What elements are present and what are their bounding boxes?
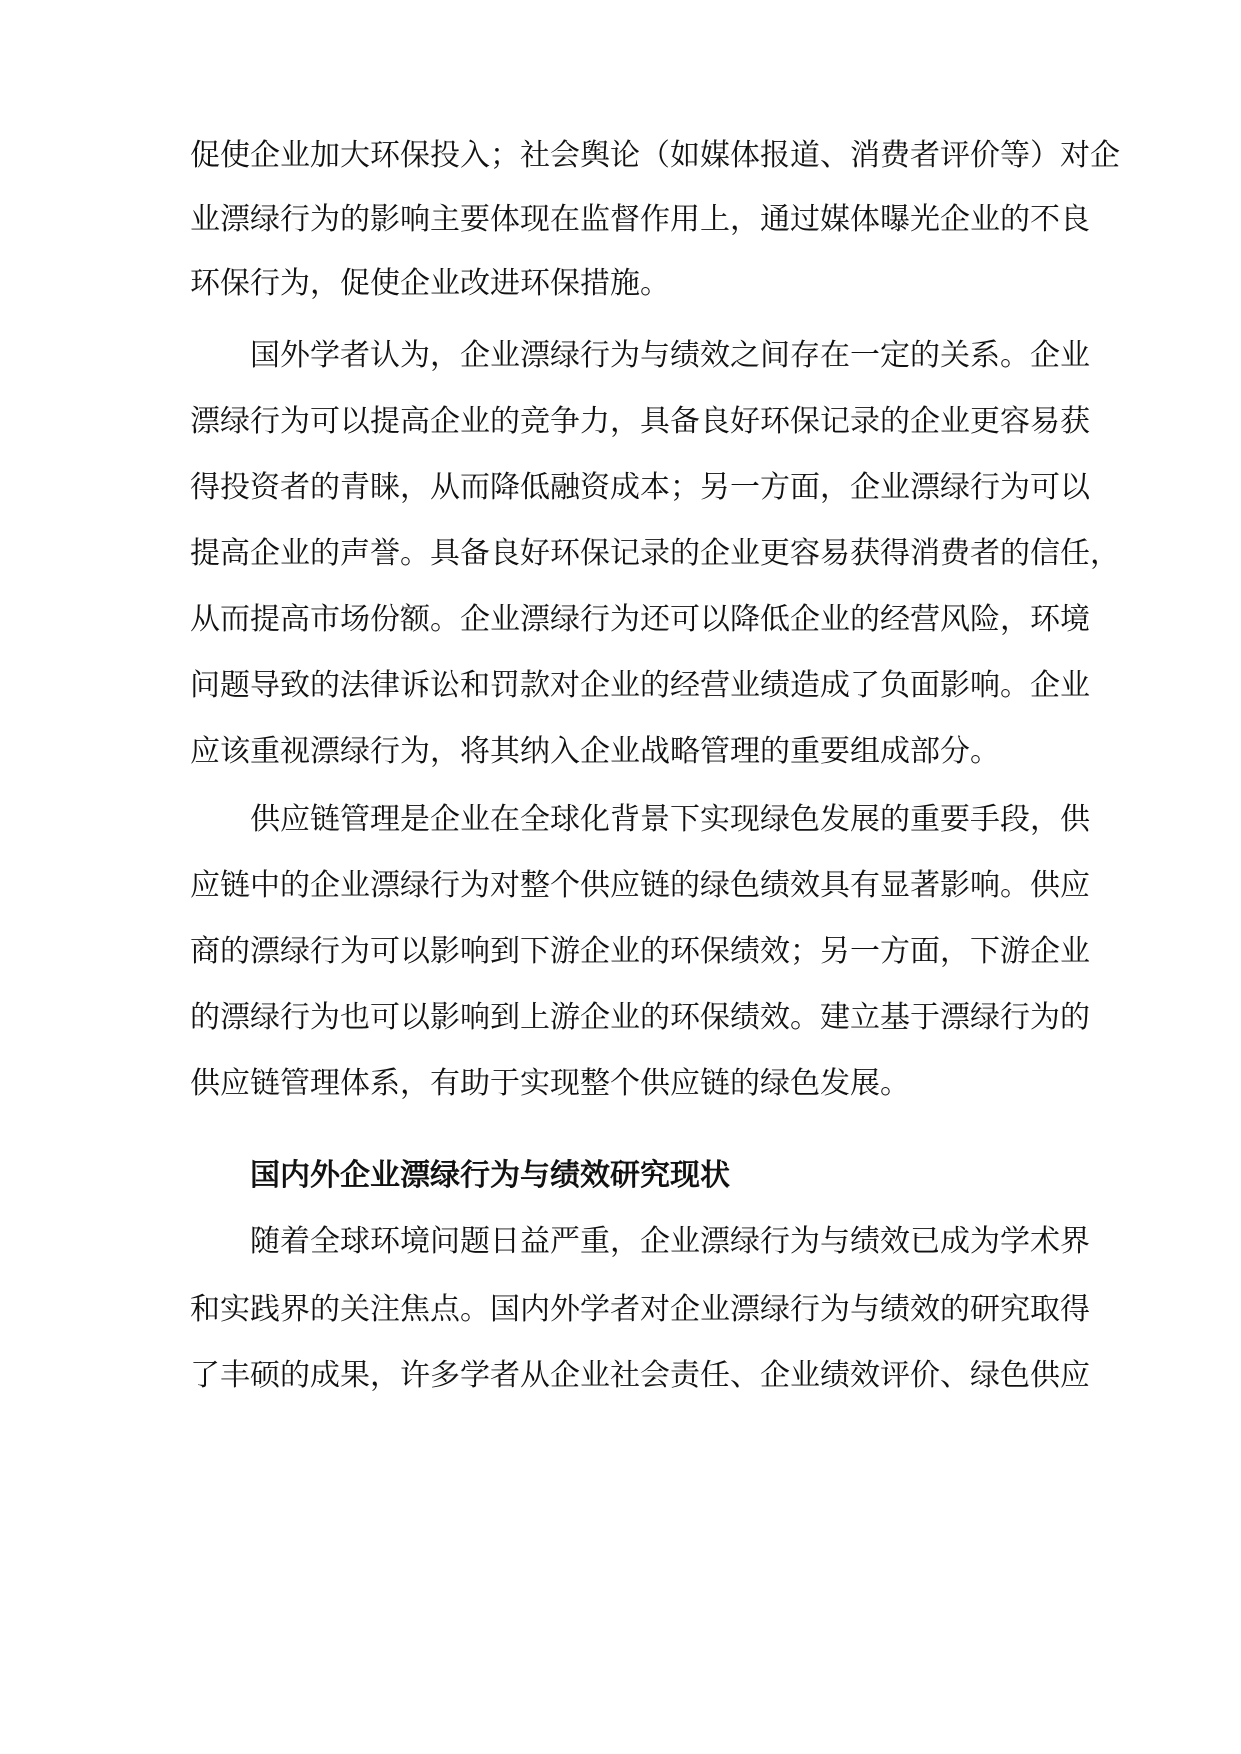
paragraph-line: 漂绿行为可以提高企业的竞争力，具备良好环保记录的企业更容易获: [190, 404, 1090, 439]
paragraph-line: 随着全球环境问题日益严重，企业漂绿行为与绩效已成为学术界: [250, 1224, 1090, 1259]
paragraph-line: 的漂绿行为也可以影响到上游企业的环保绩效。建立基于漂绿行为的: [190, 1000, 1090, 1035]
paragraph-line: 促使企业加大环保投入；社会舆论（如媒体报道、消费者评价等）对企: [190, 138, 1120, 173]
paragraph-line: 提高企业的声誉。具备良好环保记录的企业更容易获得消费者的信任，: [190, 536, 1120, 571]
paragraph-line: 供应链管理是企业在全球化背景下实现绿色发展的重要手段，供: [250, 802, 1090, 837]
paragraph-line: 了丰硕的成果，许多学者从企业社会责任、企业绩效评价、绿色供应: [190, 1358, 1090, 1393]
paragraph-line: 供应链管理体系，有助于实现整个供应链的绿色发展。: [190, 1066, 910, 1101]
paragraph-line: 业漂绿行为的影响主要体现在监督作用上，通过媒体曝光企业的不良: [190, 202, 1090, 237]
paragraph-line: 得投资者的青睐，从而降低融资成本；另一方面，企业漂绿行为可以: [190, 470, 1090, 505]
section-heading: 国内外企业漂绿行为与绩效研究现状: [250, 1158, 730, 1193]
paragraph-line: 应该重视漂绿行为，将其纳入企业战略管理的重要组成部分。: [190, 734, 1000, 769]
paragraph-line: 应链中的企业漂绿行为对整个供应链的绿色绩效具有显著影响。供应: [190, 868, 1090, 903]
paragraph-line: 从而提高市场份额。企业漂绿行为还可以降低企业的经营风险，环境: [190, 602, 1090, 637]
paragraph-line: 国外学者认为，企业漂绿行为与绩效之间存在一定的关系。企业: [250, 338, 1090, 373]
paragraph-line: 环保行为，促使企业改进环保措施。: [190, 266, 670, 301]
paragraph-line: 和实践界的关注焦点。国内外学者对企业漂绿行为与绩效的研究取得: [190, 1292, 1090, 1327]
paragraph-line: 问题导致的法律诉讼和罚款对企业的经营业绩造成了负面影响。企业: [190, 668, 1090, 703]
paragraph-line: 商的漂绿行为可以影响到下游企业的环保绩效；另一方面，下游企业: [190, 934, 1090, 969]
